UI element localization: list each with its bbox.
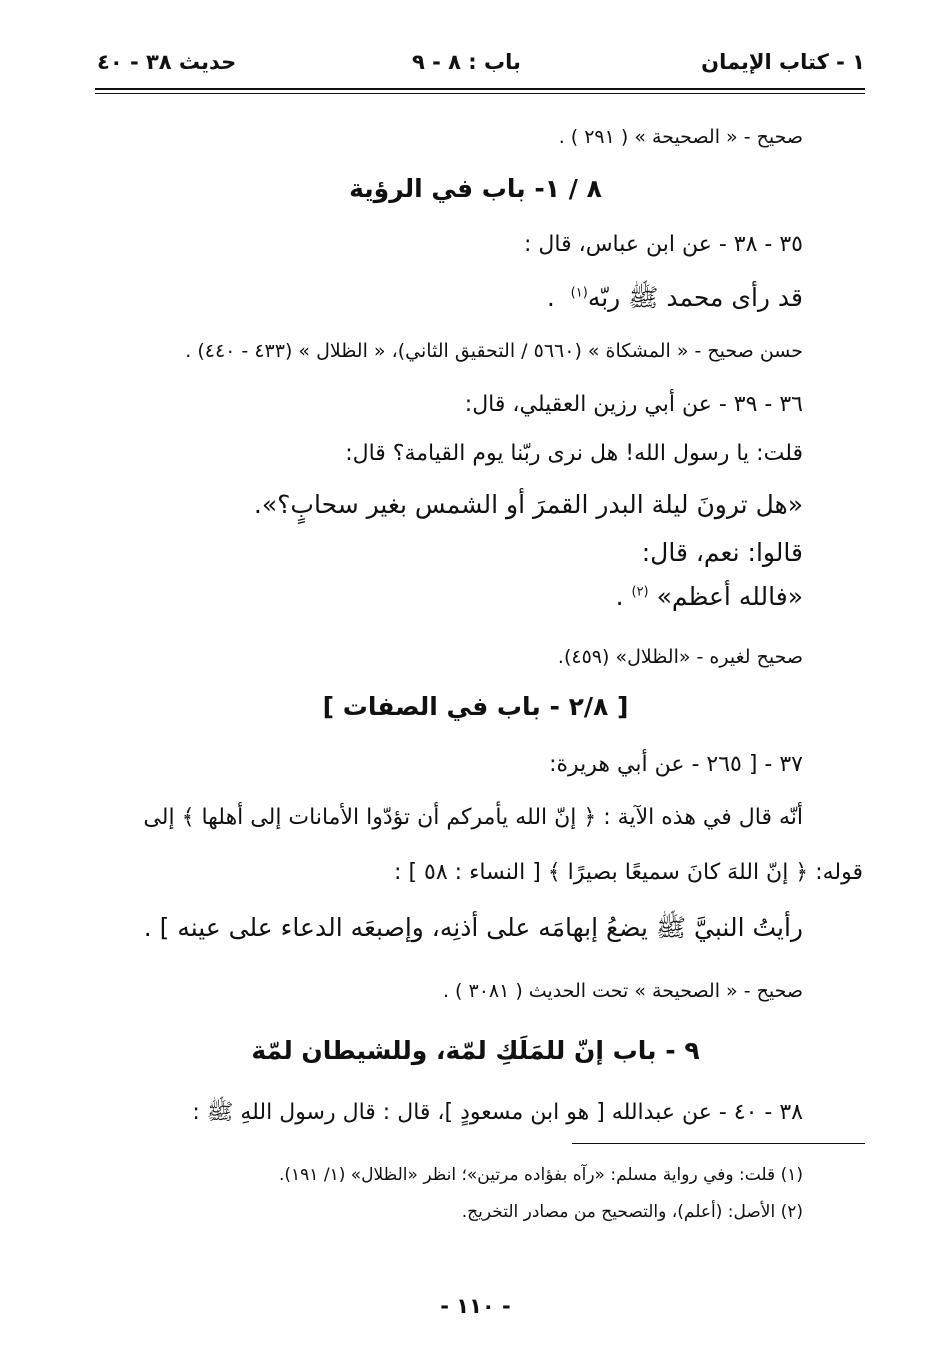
footnote: (١) قلت: وفي رواية مسلم: «رآه بفؤاده مرتين»؛ انظر «الظلال» (١/ ١٩١). bbox=[279, 1165, 803, 1185]
hadith-text: رأيتُ النبيَّ ﷺ يضعُ إبهامَه على أذنِه، وإصبعَه الدعاء على عينه ] . bbox=[143, 913, 803, 942]
footnote-rule bbox=[572, 1143, 865, 1144]
chapter-heading-text: [ ٢/٨ - باب في الصفات ] bbox=[322, 692, 629, 721]
hadith-text-body: «فالله أعظم» bbox=[656, 582, 803, 611]
end-dot: . bbox=[615, 582, 624, 611]
footnote-ref: (٢) bbox=[631, 584, 649, 600]
grading-line: صحيح - « الصحيحة » ( ٢٩١ ) . bbox=[558, 126, 803, 148]
hadith-text: قالوا: نعم، قال: bbox=[641, 538, 803, 567]
grading-line: صحيح لغيره - «الظلال» (٤٥٩). bbox=[557, 646, 803, 668]
header-rule-thin bbox=[95, 93, 865, 94]
chapter-heading: ٩ - باب إنّ للمَلَكِ لمّة، وللشيطان لمّة bbox=[251, 1036, 700, 1065]
hadith-text: قوله: ﴿ إنّ اللهَ كانَ سميعًا بصيرًا ﴾ [ النساء : ٥٨ ] : bbox=[394, 860, 863, 885]
header-bab: باب : ٨ - ٩ bbox=[412, 50, 521, 74]
footnote-ref: (١) bbox=[570, 285, 588, 301]
header-hadith-range: حديث ٣٨ - ٤٠ bbox=[97, 50, 237, 74]
grading-line: صحيح - « الصحيحة » تحت الحديث ( ٣٠٨١ ) . bbox=[442, 980, 803, 1002]
hadith-text: أنّه قال في هذه الآية : ﴿ إنّ الله يأمركم أن تؤدّوا الأمانات إلى أهلها ﴾ إلى bbox=[143, 805, 803, 830]
footnote: (٢) الأصل: (أعلم)، والتصحيح من مصادر التخريج. bbox=[461, 1202, 803, 1222]
hadith-text-body: قد رأى محمد ﷺ ربّه bbox=[587, 283, 803, 312]
hadith-intro: ٣٨ - ٤٠ - عن عبدالله [ هو ابن مسعودٍ ]، قال : قال رسول اللهِ ﷺ : bbox=[192, 1100, 803, 1125]
hadith-text: «هل ترونَ ليلة البدر القمرَ أو الشمس بغير سحابٍ؟». bbox=[253, 490, 803, 519]
chapter-heading: ٨ / ١- باب في الرؤية bbox=[349, 174, 602, 203]
chapter-heading bbox=[95, 692, 856, 721]
header-rule-thick bbox=[95, 88, 865, 90]
hadith-text bbox=[95, 582, 803, 611]
hadith-intro: ٣٥ - ٣٨ - عن ابن عباس، قال : bbox=[523, 232, 803, 257]
grading-line: حسن صحيح - « المشكاة » (٥٦٦٠ / التحقيق الثاني)، « الظلال » (٤٣٣ - ٤٤٠) . bbox=[185, 340, 803, 362]
page-number: - ١١٠ - bbox=[440, 1294, 511, 1318]
hadith-text: قلت: يا رسول الله! هل نرى ربّنا يوم القيامة؟ قال: bbox=[345, 441, 803, 466]
end-dot: . bbox=[546, 283, 555, 312]
header-chapter: ١ - كتاب الإيمان bbox=[701, 50, 865, 74]
hadith-text bbox=[95, 282, 803, 319]
hadith-intro: ٣٦ - ٣٩ - عن أبي رزين العقيلي، قال: bbox=[464, 392, 803, 417]
hadith-intro: ٣٧ - [ ٢٦٥ - عن أبي هريرة: bbox=[549, 752, 803, 777]
